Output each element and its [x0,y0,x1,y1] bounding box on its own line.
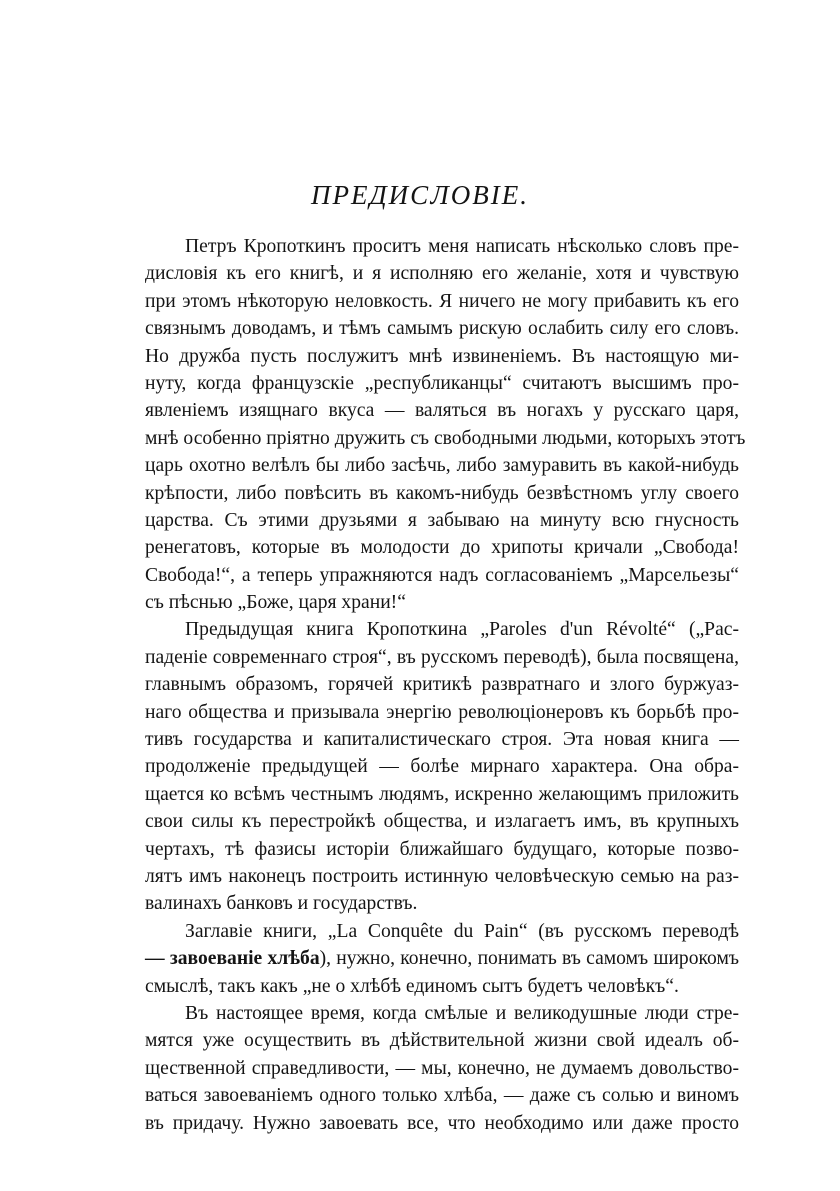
text-line: связнымъ доводамъ, и тѣмъ самымъ рискую ослабить силу его словъ. [145,318,739,340]
text-line: нуту, когда французскіе „республиканцы“ считаютъ высшимъ про- [145,372,739,394]
text-line: продолженіе предыдущей — болѣе мирнаго характера. Она обра- [145,756,739,778]
text-line: царь охотно велѣлъ бы либо засѣчь, либо замуравить въ какой-нибудь [145,455,739,477]
paragraph-1 [145,233,746,616]
paragraph-3 [145,918,739,1000]
text-line: Свобода!“, а теперь упражняются надъ согласованіемъ „Марсельезы“ [145,564,739,586]
text-line: смыслѣ, такъ какъ „не о хлѣбѣ единомъ сытъ будетъ человѣкъ“. [145,975,679,997]
paragraph-2 [145,616,739,917]
text-line: ваться завоеваніемъ одного только хлѣба, — даже съ солью и виномъ [145,1085,739,1107]
text-line: явленіемъ изящнаго вкуса — валяться въ ногахъ у русскаго царя, [145,400,739,422]
text-line: дисловія къ его книгѣ, и я исполняю его желаніе, хотя и чувствую [145,263,739,285]
text-line: Въ настоящее время, когда смѣлые и великодушные люди стре- [185,1002,739,1024]
text-line: щается ко всѣмъ честнымъ людямъ, искренно желающимъ приложить [145,783,739,805]
text-line: валинахъ банковъ и государствъ. [145,893,418,915]
text-line-mixed [145,945,739,972]
text-line: Петръ Кропоткинъ проситъ меня написать нѣсколько словъ пре- [185,236,739,257]
text-line: съ пѣснью „Боже, царя храни!“ [145,592,406,614]
page-title: ПРЕДИСЛОВІЕ. [310,180,529,210]
text-line: свои силы къ перестройкѣ общества, и излагаетъ имъ, въ крупныхъ [145,811,739,833]
text-line: чертахъ, тѣ фазисы исторіи ближайшаго будущаго, которые позво- [145,838,739,860]
bold-phrase: — завоеваніе хлѣба [145,948,320,970]
text-line: лятъ имъ наконецъ построить истинную человѣческую семью на раз- [145,865,739,887]
text-line: тивъ государства и капиталистическаго строя. Эта новая книга — [145,729,739,751]
text-line: главнымъ образомъ, горячей критикѣ развратнаго и злого буржуаз- [145,674,739,696]
body-text [145,233,746,1137]
text-line: мятся уже осуществить въ дѣйствительной жизни свой идеалъ об- [145,1030,739,1052]
text-line: въ придачу. Нужно завоевать все, что необходимо или даже просто [145,1112,739,1134]
text-line: крѣпости, либо повѣсить въ какомъ-нибудь безвѣстномъ углу своего [145,482,739,504]
paragraph-4 [145,1000,739,1137]
text-line: ренегатовъ, которые въ молодости до хрипоты кричали „Свобода! [145,537,739,559]
text-line: падeніе современнаго строя“, въ русскомъ переводѣ), была посвящена, [145,646,739,668]
text-line: щественной справедливости, — мы, конечно, не думаемъ довольство- [145,1057,739,1079]
text-line: мнѣ особенно пріятно дружить съ свободными людьми, которыхъ этотъ [145,427,746,449]
text-line: наго общества и призывала энергію революціонеровъ къ борьбѣ про- [145,701,739,723]
text-fragment: ), нужно, конечно, понимать въ самомъ широкомъ [319,948,740,970]
text-line: Предыдущая книга Кропоткина „Paroles d'un Révolté“ („Рас- [185,619,739,641]
text-line: Заглавіе книги, „La Conquête du Pain“ (въ русскомъ переводѣ [185,920,739,942]
text-line: Но дружба пусть послужитъ мнѣ извиненіемъ. Въ настоящую ми- [145,345,739,367]
text-line: царства. Съ этими друзьями я забываю на минуту всю гнусность [145,509,739,531]
text-line: при этомъ нѣкоторую неловкость. Я ничего не могу прибавить къ его [145,290,739,312]
